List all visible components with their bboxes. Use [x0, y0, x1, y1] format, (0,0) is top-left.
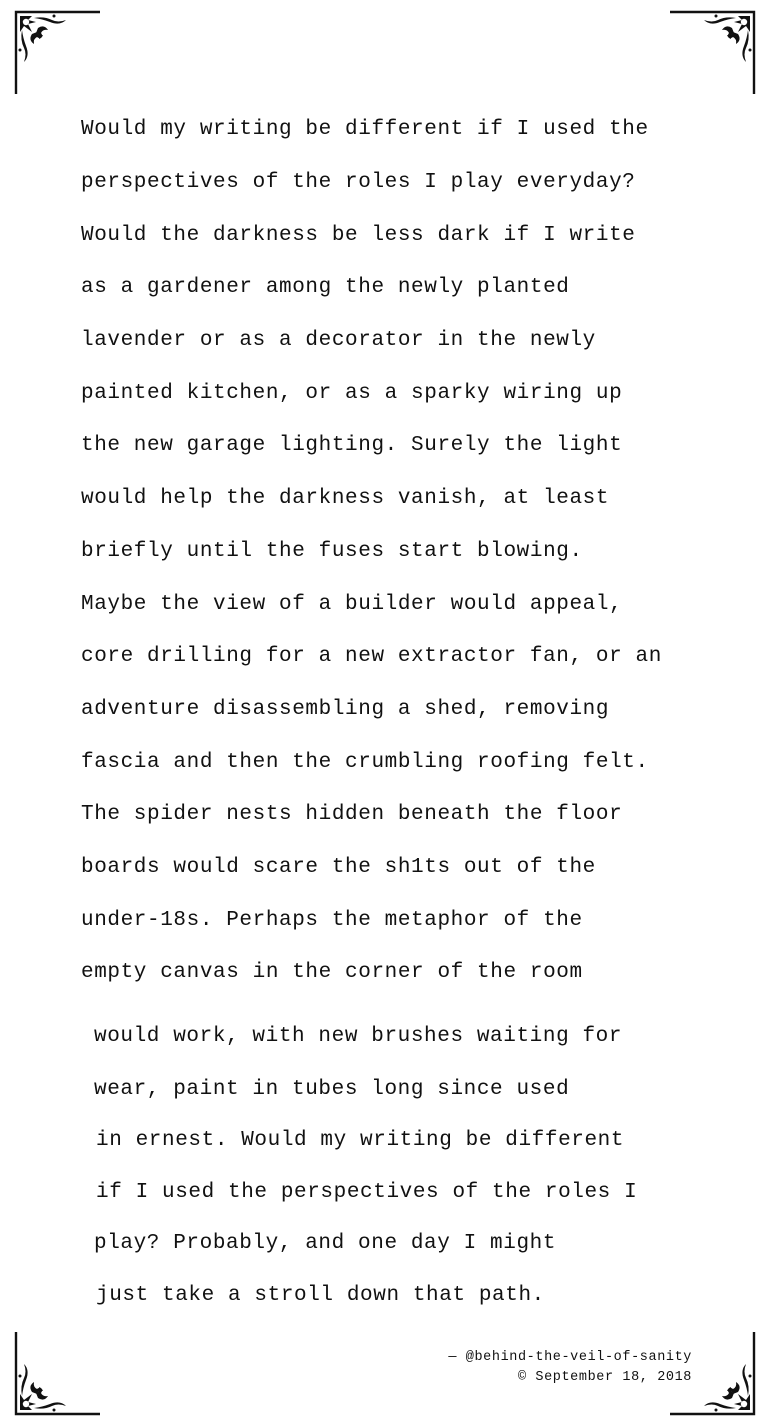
- poem-line: would work, with new brushes waiting for: [94, 1025, 623, 1048]
- poem-line: Maybe the view of a builder would appeal,: [81, 593, 623, 616]
- poem-line: Would my writing be different if I used the: [81, 118, 649, 141]
- poem-line: empty canvas in the corner of the room: [81, 961, 583, 984]
- top-left-corner-ornament-icon: [14, 10, 100, 96]
- poem-line: in ernest. Would my writing be different: [96, 1129, 625, 1152]
- poem-line: under-18s. Perhaps the metaphor of the: [81, 909, 583, 932]
- poem-line: just take a stroll down that path.: [96, 1284, 545, 1307]
- poem-line: play? Probably, and one day I might: [94, 1232, 557, 1255]
- poem-line: perspectives of the roles I play everyday?: [81, 171, 636, 194]
- author-signature: — @behind-the-veil-of-sanity: [448, 1350, 692, 1365]
- poem-line: wear, paint in tubes long since used: [94, 1078, 570, 1101]
- poem-line: as a gardener among the newly planted: [81, 276, 570, 299]
- poem-line: The spider nests hidden beneath the floor: [81, 803, 623, 826]
- poem-line: Would the darkness be less dark if I write: [81, 224, 636, 247]
- poem-line: core drilling for a new extractor fan, or an: [81, 645, 662, 668]
- poem-line: painted kitchen, or as a sparky wiring up: [81, 382, 623, 405]
- copyright-date: © September 18, 2018: [517, 1370, 692, 1385]
- poem-line: boards would scare the sh1ts out of the: [81, 856, 596, 879]
- bottom-left-corner-ornament-icon: [14, 1330, 100, 1416]
- poem-line: if I used the perspectives of the roles I: [96, 1181, 638, 1204]
- top-right-corner-ornament-icon: [670, 10, 756, 96]
- poem-line: would help the darkness vanish, at least: [81, 487, 610, 510]
- poem-line: lavender or as a decorator in the newly: [81, 329, 596, 352]
- poem-line: fascia and then the crumbling roofing felt.: [81, 751, 649, 774]
- poem-line: adventure disassembling a shed, removing: [81, 698, 610, 721]
- poem-line: briefly until the fuses start blowing.: [81, 540, 583, 563]
- poem-line: the new garage lighting. Surely the light: [81, 434, 623, 457]
